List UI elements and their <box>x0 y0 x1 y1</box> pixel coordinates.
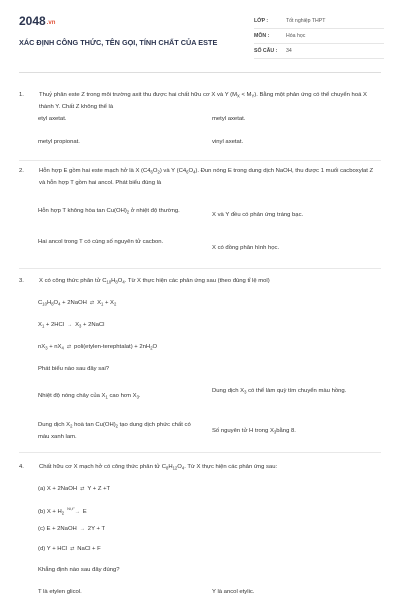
option-1b[interactable]: metyl axetat. <box>212 116 246 122</box>
document-title: XÁC ĐỊNH CÔNG THỨC, TÊN GỌI, TÍNH CHẤT CỦA ESTE <box>19 38 218 47</box>
heat-arrow-icon: ⇄ <box>70 546 75 552</box>
arrow-icon: → <box>67 322 73 328</box>
option-1c[interactable]: metyl propionat. <box>38 139 80 145</box>
question-text: Thuỷ phân este Z trong môi trường axit thu được hai chất hữu cơ X và Y $(M_X < M_Y)$. Bằng một phản ứng có thể chuyển hoá X thành Y. Chất Z không thể là <box>39 92 367 110</box>
catalyst-arrow-icon: $^{Ni,t^\circ}$→ <box>67 506 80 515</box>
option-3d[interactable]: Số nguyên tử H trong $X_3bằng$ 8. <box>212 428 296 435</box>
meta-row-class: LỚP : Tốt nghiệp THPT <box>254 14 384 29</box>
option-4b[interactable]: Y là ancol etylic. <box>212 589 255 595</box>
meta-row-count: SỐ CÂU : 34 <box>254 44 384 59</box>
reaction-4b: (b) $X + H_2^{Ni,t^\circ}\to E$ <box>38 506 87 516</box>
arrow-icon: → <box>79 526 85 532</box>
meta-row-subject: MÔN : Hóa học <box>254 29 384 44</box>
question-number: 3. <box>19 278 24 284</box>
option-2a[interactable]: Hỗn hợp T không hòa $\tan Cu(OH)_2$ ở nhiệt độ thường. <box>38 208 180 215</box>
option-1d[interactable]: vinyl axetat. <box>212 139 244 145</box>
heat-arrow-icon: ⇄ <box>89 300 95 306</box>
reaction-3-1: $C_{10}H_8O_4$ + 2NaOH ⇄ $X_1 + X_2$ <box>38 300 117 307</box>
question-number: 4. <box>19 464 24 470</box>
option-4a[interactable]: T là etylen glicol. <box>38 589 82 595</box>
option-2c[interactable]: Hai ancol trong T có cùng số nguyên tử cacbon. <box>38 239 164 245</box>
question-divider <box>19 452 381 453</box>
option-3c[interactable]: Dung dịch $X_2$ hoà $\tan Cu(OH)_2$ tạo dung dịch phức chất có màu xanh lam. <box>38 422 191 440</box>
reaction-3-2: $X_1 + 2HCl \to X_3$ + 2NaCl <box>38 322 105 329</box>
site-logo[interactable]: 2048.vn <box>19 14 56 28</box>
reaction-3-3: $nX_3 + nX_4$ ⇄ poli(etylen-terephtalat) + $2nH_2O$ <box>38 344 158 351</box>
question-text: Hỗn hợp E gồm hai este mạch hở là X $(C4_6O_2)$ và Y $(C4_6O_4)$. Đun nóng E trong dung dịch NaOH, thu được 1 muối cacboxylat Z và hỗn hợp T gồm hai ancol. Phát biểu đúng là <box>39 168 374 186</box>
question-text: X có công thức phân tử $C_{10}H_8O_4$. Từ X thực hiện các phản ứng sau (theo đúng tỉ lệ mol) <box>39 278 270 285</box>
reaction-4c: (c) E + 2NaOH → 2Y + T <box>38 526 106 532</box>
heat-arrow-icon: ⇄ <box>66 344 72 350</box>
heat-arrow-icon: ⇄ <box>80 486 85 492</box>
question-number: 2. <box>19 168 24 174</box>
question-prompt: Khẳng định nào sau đây đúng? <box>38 567 120 573</box>
header-divider <box>19 72 381 73</box>
option-3b[interactable]: Dung dịch $X_3$ có thể làm quỳ tím chuyển màu hồng. <box>212 388 347 395</box>
option-3a[interactable]: Nhiệt độ nóng chảy của $X_1$ cao hơn $X_3$. <box>38 393 141 400</box>
option-2b[interactable]: X và Y đều có phản ứng tráng bạc. <box>212 212 304 218</box>
question-divider <box>19 160 381 161</box>
question-prompt: Phát biểu nào sau đây sai? <box>38 366 110 372</box>
question-divider <box>19 268 381 269</box>
option-2d[interactable]: X có đồng phân hình học. <box>212 245 280 251</box>
question-text: Chất hữu cơ X mạch hở có công thức phân tử $C_8H_{12}O_4$. Từ X thực hiện các phản ứng sau: <box>39 464 278 471</box>
question-number: 1. <box>19 92 24 98</box>
meta-table <box>254 14 384 59</box>
reaction-4a: (a) X + 2NaOH ⇄ Y + Z +T <box>38 486 111 492</box>
option-1a[interactable]: etyl axetat. <box>38 116 67 122</box>
header <box>0 0 400 70</box>
reaction-4d: (d) Y + HCl ⇄ NaCl + F <box>38 546 101 552</box>
